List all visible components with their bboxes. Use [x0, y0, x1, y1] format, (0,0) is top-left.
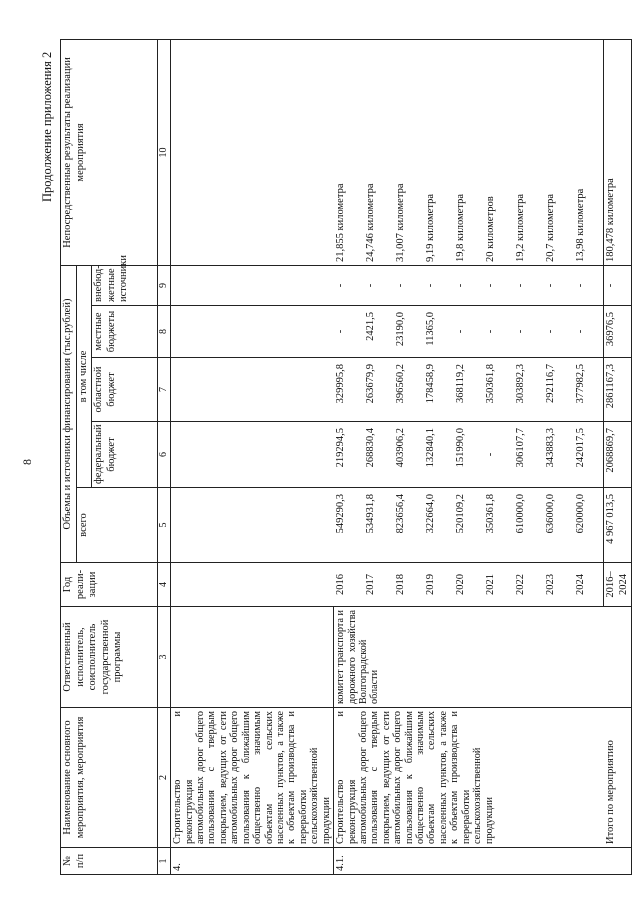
- local-cell: -: [514, 306, 544, 358]
- federal-cell: -: [484, 422, 514, 488]
- local-cell: -: [454, 306, 484, 358]
- header-total: всего: [76, 488, 158, 563]
- federal-cell: 343883,3: [544, 422, 574, 488]
- row-4-no: 4.: [171, 848, 334, 875]
- regional-cell: 396560,2: [394, 358, 424, 422]
- result-cell: 20 километров: [484, 39, 514, 265]
- row-41-no: 4.1.: [334, 848, 604, 875]
- program-table: [60, 39, 632, 875]
- year-cell: 2023: [544, 563, 574, 607]
- regional-cell: 303892,3: [514, 358, 544, 422]
- col-number: 1: [158, 848, 171, 875]
- federal-cell: 403906,2: [394, 422, 424, 488]
- result-cell: 24,746 километра: [364, 39, 394, 265]
- regional-cell: 377982,5: [574, 358, 604, 422]
- total-row-extra: -: [604, 265, 632, 305]
- year-cell: 2021: [484, 563, 514, 607]
- total-row-local: 36976,5: [604, 306, 632, 358]
- total-row-label: Итого по мероприятию: [604, 708, 632, 848]
- year-cell: 2019: [424, 563, 454, 607]
- header-name: Наименование основного мероприятия, мероприятия: [61, 708, 158, 848]
- year-cell: 2024: [574, 563, 604, 607]
- col-number: 3: [158, 607, 171, 708]
- total-cell: 549290,3: [334, 488, 364, 563]
- total-cell: 322664,0: [424, 488, 454, 563]
- total-cell: 610000,0: [514, 488, 544, 563]
- federal-cell: 306107,7: [514, 422, 544, 488]
- page-number: 8: [20, 459, 34, 465]
- local-cell: 2421,5: [364, 306, 394, 358]
- regional-cell: 178458,9: [424, 358, 454, 422]
- extra-cell: -: [544, 265, 574, 305]
- header-regional: областной бюджет: [92, 358, 158, 422]
- total-row-year: 2016–2024: [604, 563, 632, 607]
- federal-cell: 219294,5: [334, 422, 364, 488]
- regional-cell: 350361,8: [484, 358, 514, 422]
- federal-cell: 242017,5: [574, 422, 604, 488]
- header-incl: в том числе: [76, 265, 92, 487]
- total-row-regional: 2861167,3: [604, 358, 632, 422]
- total-cell: 620000,0: [574, 488, 604, 563]
- header-extra: внебюд-жетные источники: [92, 265, 158, 305]
- extra-cell: -: [514, 265, 544, 305]
- extra-cell: -: [424, 265, 454, 305]
- col-number: 7: [158, 358, 171, 422]
- total-cell: 534931,8: [364, 488, 394, 563]
- local-cell: -: [544, 306, 574, 358]
- result-cell: 31,007 километра: [394, 39, 424, 265]
- header-executor: Ответственный исполнитель, соисполнитель государственной программы: [61, 607, 158, 708]
- result-cell: 19,2 километра: [514, 39, 544, 265]
- federal-cell: 151990,0: [454, 422, 484, 488]
- row-41-name: Строительство и реконструкция автомобильных дорог общего пользования с твердым покрытием, ведущих от сети автомобильных дорог общего пользования к ближайшим общественно значимым объектам сельских населенных пунктов, а также к объектам производства и переработки сельскохозяйственной продукции: [334, 708, 604, 848]
- total-cell: 823656,4: [394, 488, 424, 563]
- total-row-total: 4 967 013,5: [604, 488, 632, 563]
- extra-cell: -: [364, 265, 394, 305]
- federal-cell: 132840,1: [424, 422, 454, 488]
- regional-cell: 263679,9: [364, 358, 394, 422]
- year-cell: 2017: [364, 563, 394, 607]
- col-number: 5: [158, 488, 171, 563]
- total-row-federal: 2068869,7: [604, 422, 632, 488]
- header-no: № п/п: [61, 848, 158, 875]
- header-federal: федеральный бюджет: [92, 422, 158, 488]
- local-cell: 11365,0: [424, 306, 454, 358]
- extra-cell: -: [334, 265, 364, 305]
- extra-cell: -: [394, 265, 424, 305]
- year-cell: 2018: [394, 563, 424, 607]
- row-4-name: Строительство и реконструкция автомобильных дорог общего пользования с твердым покрытием, ведущих от сети автомобильных дорог общего пользования к ближайшим общественно значимым объектам сельских населенных пунктов, а также к объектам производства и переработки сельскохозяйственной продукции: [171, 708, 334, 848]
- extra-cell: -: [484, 265, 514, 305]
- result-cell: 21,855 километра: [334, 39, 364, 265]
- total-cell: 636000,0: [544, 488, 574, 563]
- result-cell: 20,7 километра: [544, 39, 574, 265]
- result-cell: 13,98 километра: [574, 39, 604, 265]
- col-number: 10: [158, 39, 171, 265]
- row-41-executor: комитет транспорта и дорожного хозяйства Волгоградской области: [334, 607, 604, 708]
- col-number: 4: [158, 563, 171, 607]
- col-number: 9: [158, 265, 171, 305]
- local-cell: -: [574, 306, 604, 358]
- continuation-caption: Продолжение приложения 2: [40, 51, 54, 202]
- federal-cell: 268830,4: [364, 422, 394, 488]
- local-cell: 23190,0: [394, 306, 424, 358]
- total-row-result: 180,478 километра: [604, 39, 632, 265]
- header-finance: Объемы и источники финансирования (тыс.рублей): [61, 265, 77, 562]
- regional-cell: 292116,7: [544, 358, 574, 422]
- header-year: Год реали-зации: [61, 563, 158, 607]
- header-results: Непосредственные результаты реализации мероприятия: [61, 39, 158, 265]
- extra-cell: -: [454, 265, 484, 305]
- local-cell: -: [484, 306, 514, 358]
- extra-cell: -: [574, 265, 604, 305]
- regional-cell: 329995,8: [334, 358, 364, 422]
- regional-cell: 368119,2: [454, 358, 484, 422]
- local-cell: -: [334, 306, 364, 358]
- result-cell: 9,19 километра: [424, 39, 454, 265]
- col-number: 2: [158, 708, 171, 848]
- total-cell: 350361,8: [484, 488, 514, 563]
- year-cell: 2020: [454, 563, 484, 607]
- col-number: 6: [158, 422, 171, 488]
- col-number: 8: [158, 306, 171, 358]
- year-cell: 2016: [334, 563, 364, 607]
- result-cell: 19,8 километра: [454, 39, 484, 265]
- total-cell: 520109,2: [454, 488, 484, 563]
- year-cell: 2022: [514, 563, 544, 607]
- header-local: местные бюджеты: [92, 306, 158, 358]
